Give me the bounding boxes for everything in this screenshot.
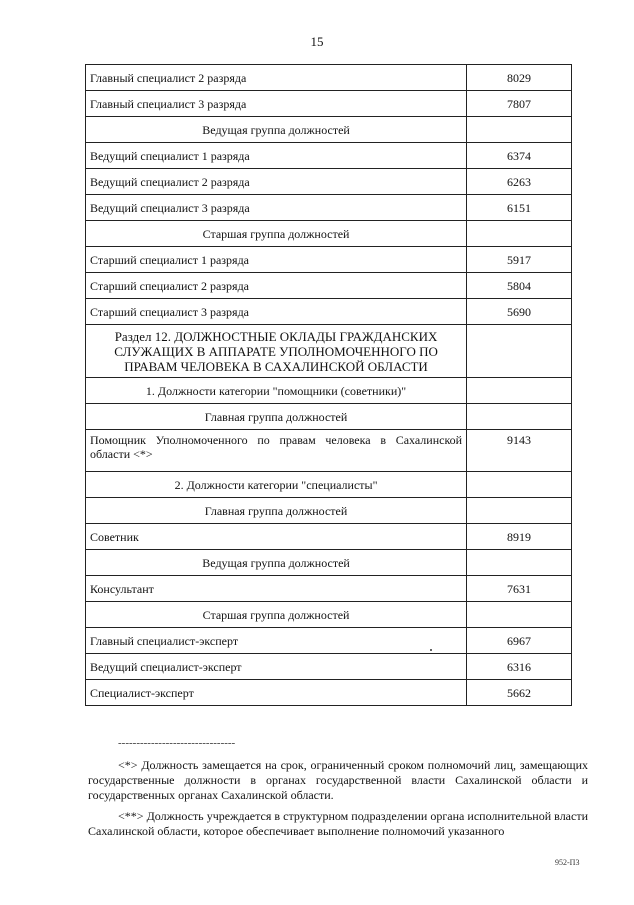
position-name: Старший специалист 2 разряда: [86, 273, 467, 299]
section-header: Раздел 12. ДОЛЖНОСТНЫЕ ОКЛАДЫ ГРАЖДАНСКИХ СЛУЖАЩИХ В АППАРАТЕ УПОЛНОМОЧЕННОГО ПО ПРАВАМ ЧЕЛОВЕКА В САХАЛИНСКОЙ ОБЛАСТИ: [86, 325, 467, 378]
salary-value: 6151: [467, 195, 572, 221]
group-header: Старшая группа должностей: [86, 221, 467, 247]
salary-value: 6967: [467, 628, 572, 654]
footnote-2: <**> Должность учреждается в структурном подразделении органа исполнительной власти Сахалинской области, которое обеспечивает выполнение полномочий указанного: [88, 809, 588, 838]
table-row: [86, 576, 572, 602]
scan-speck: [430, 649, 432, 651]
table-row: [86, 628, 572, 654]
footnote-1: <*> Должность замещается на срок, ограниченный сроком полномочий лиц, замещающих государственные должности в органах государственной власти Сахалинской области и государственных органах Сахалинской области.: [88, 758, 588, 802]
document-code: 952-П3: [555, 858, 580, 867]
group-header-row: [86, 602, 572, 628]
section-header-row: [86, 325, 572, 378]
category-header-row: [86, 378, 572, 404]
footnotes: [88, 758, 588, 845]
table-row: [86, 169, 572, 195]
table-row: [86, 430, 572, 472]
salary-value: 5662: [467, 680, 572, 706]
salary-value: 6263: [467, 169, 572, 195]
table-row: [86, 273, 572, 299]
salary-value: 7807: [467, 91, 572, 117]
footnote-separator: --------------------------------: [118, 737, 236, 749]
salary-value: 9143: [467, 430, 572, 472]
salary-table: [85, 64, 572, 706]
page-number: 15: [310, 34, 324, 49]
category-header: 2. Должности категории "специалисты": [86, 472, 467, 498]
group-header-row: [86, 404, 572, 430]
group-header-row: [86, 550, 572, 576]
group-header-row: [86, 221, 572, 247]
group-header-row: [86, 498, 572, 524]
table-row: [86, 143, 572, 169]
salary-value: 8919: [467, 524, 572, 550]
group-header-row: [86, 117, 572, 143]
category-header-row: [86, 472, 572, 498]
table-row: [86, 299, 572, 325]
empty-cell: [467, 325, 572, 378]
salary-value: 8029: [467, 65, 572, 91]
table-row: [86, 524, 572, 550]
empty-cell: [467, 602, 572, 628]
table-row: [86, 654, 572, 680]
category-header: 1. Должности категории "помощники (советники)": [86, 378, 467, 404]
salary-value: 7631: [467, 576, 572, 602]
salary-value: 5917: [467, 247, 572, 273]
position-name: Специалист-эксперт: [86, 680, 467, 706]
salary-value: 6316: [467, 654, 572, 680]
position-name: Старший специалист 1 разряда: [86, 247, 467, 273]
position-name: Ведущий специалист 1 разряда: [86, 143, 467, 169]
empty-cell: [467, 550, 572, 576]
empty-cell: [467, 404, 572, 430]
position-name: Главный специалист-эксперт: [86, 628, 467, 654]
position-name: Ведущий специалист-эксперт: [86, 654, 467, 680]
table-row: [86, 195, 572, 221]
group-header: Главная группа должностей: [86, 498, 467, 524]
position-name: Ведущий специалист 3 разряда: [86, 195, 467, 221]
table-row: [86, 680, 572, 706]
empty-cell: [467, 472, 572, 498]
salary-value: 5804: [467, 273, 572, 299]
position-name: Помощник Уполномоченного по правам человека в Сахалинской области <*>: [86, 430, 467, 472]
group-header: Ведущая группа должностей: [86, 117, 467, 143]
position-name: Старший специалист 3 разряда: [86, 299, 467, 325]
table-row: [86, 247, 572, 273]
position-name: Главный специалист 3 разряда: [86, 91, 467, 117]
empty-cell: [467, 498, 572, 524]
group-header: Главная группа должностей: [86, 404, 467, 430]
position-name: Главный специалист 2 разряда: [86, 65, 467, 91]
table-row: [86, 65, 572, 91]
position-name: Советник: [86, 524, 467, 550]
empty-cell: [467, 378, 572, 404]
position-name: Консультант: [86, 576, 467, 602]
salary-value: 5690: [467, 299, 572, 325]
group-header: Ведущая группа должностей: [86, 550, 467, 576]
empty-cell: [467, 221, 572, 247]
empty-cell: [467, 117, 572, 143]
salary-value: 6374: [467, 143, 572, 169]
table-row: [86, 91, 572, 117]
position-name: Ведущий специалист 2 разряда: [86, 169, 467, 195]
group-header: Старшая группа должностей: [86, 602, 467, 628]
